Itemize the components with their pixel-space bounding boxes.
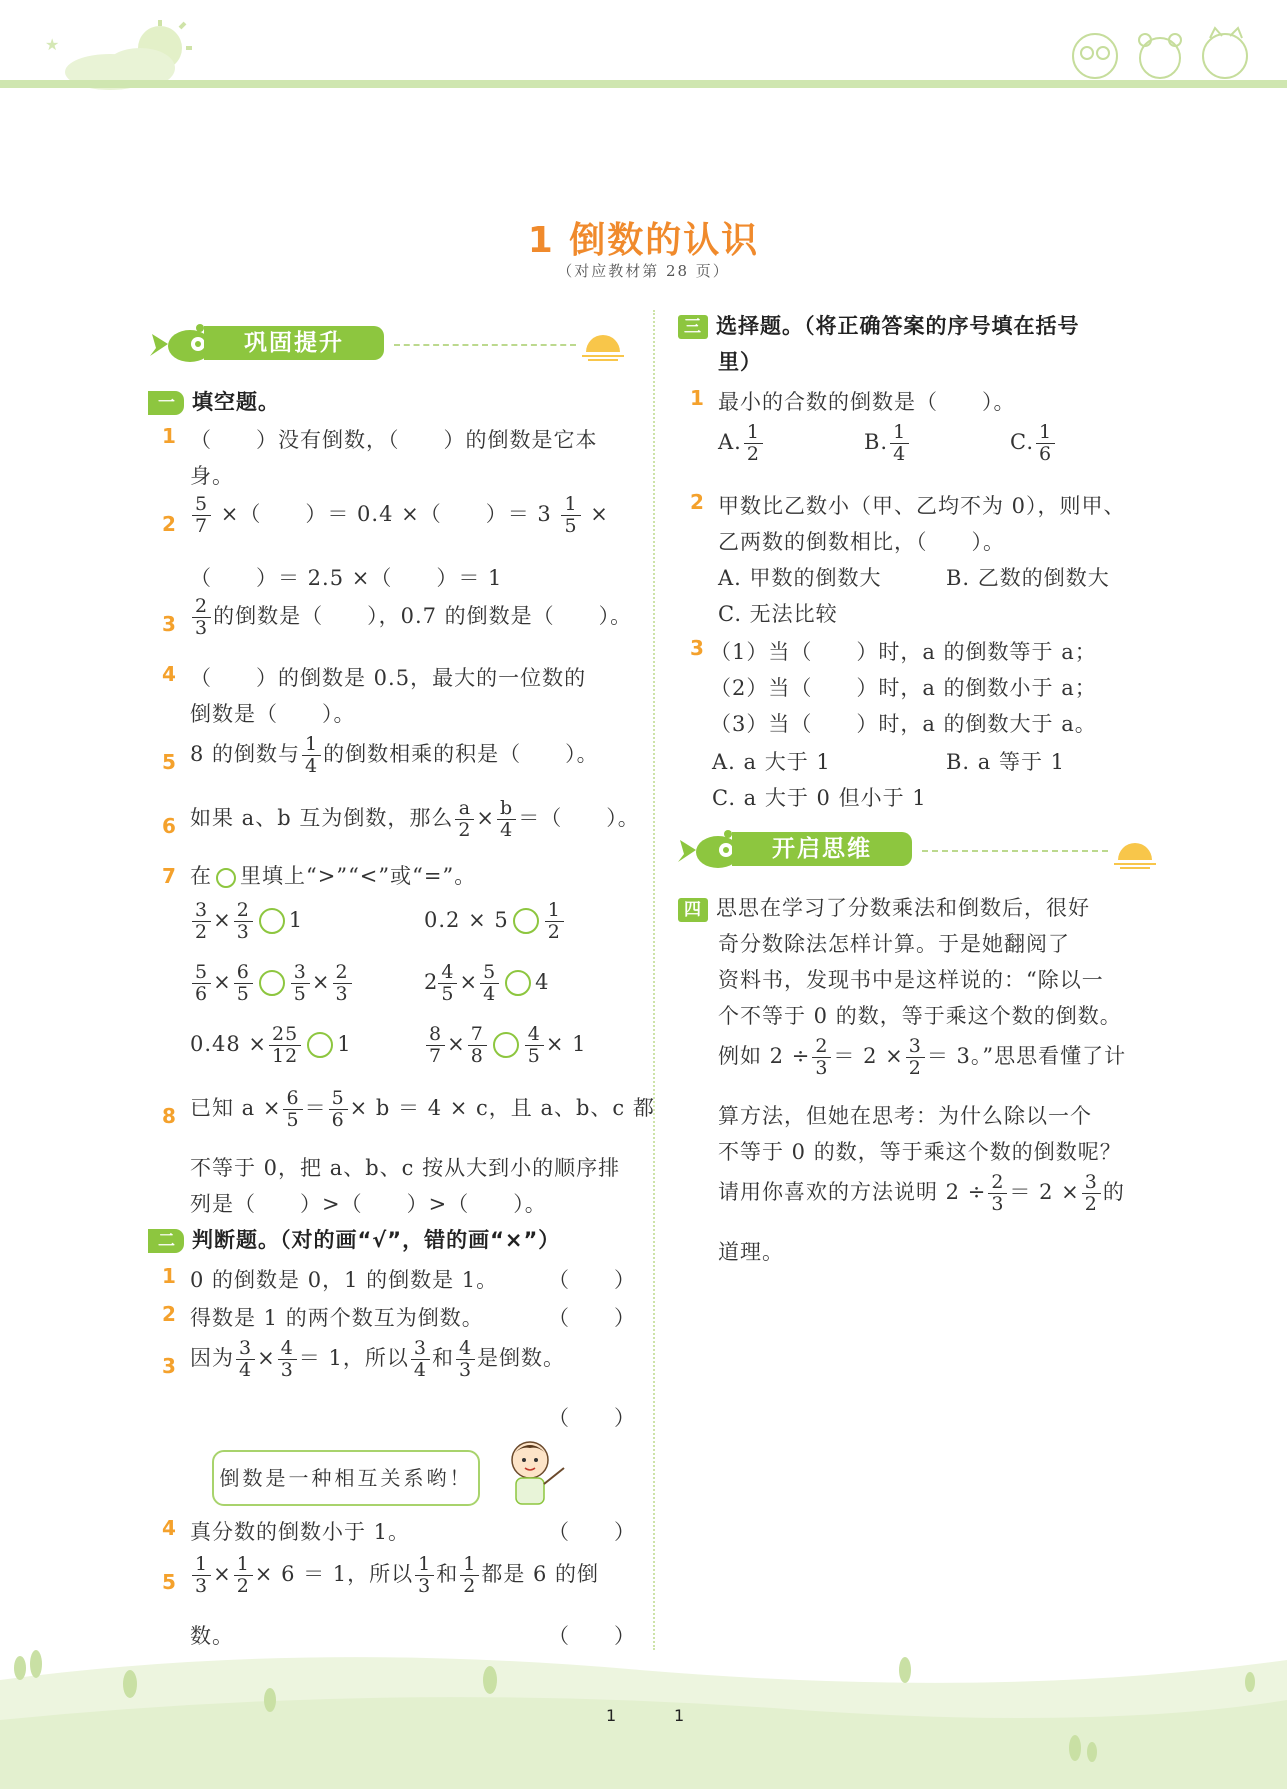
answer-circle[interactable] [259,970,285,996]
q-number: 3 [162,612,176,636]
q-number: 8 [162,1104,176,1128]
part4-tag: 四 [678,898,708,922]
q-number: 2 [690,490,704,514]
answer-paren[interactable]: （ ） [548,1406,636,1430]
p1-q6: 如果 a、b 互为倒数，那么 $\frac{a}{2}$ × $\frac{b}{4}$ ＝（ ）。 [190,797,640,841]
q-number: 2 [162,1302,176,1326]
p3-q2-line1: 甲数比乙数小（甲、乙均不为 0），则甲、 [718,494,1126,518]
p3-q3-option-b: B. a 等于 1 [946,750,1066,774]
p3-q3-option-c: C. a 大于 0 但小于 1 [712,786,927,810]
speech-bubble: 倒数是一种相互关系哟！ [212,1450,480,1506]
answer-paren[interactable]: （ ） [548,1520,636,1544]
p4-line2: 奇分数除法怎样计算。于是她翻阅了 [718,932,1070,956]
p4-line7: 不等于 0 的数，等于乘这个数的倒数呢？ [718,1140,1122,1164]
p2-q1: 0 的倒数是 0，1 的倒数是 1。 [190,1268,499,1292]
q-number: 4 [162,1516,176,1540]
answer-circle[interactable] [505,970,531,996]
banner-dash [922,850,1108,852]
svg-text:★: ★ [45,35,60,54]
part3-heading: 三 选择题。（将正确答案的序号填在括号 [678,310,1080,340]
p1-q7-row1-left: $\frac{3}{2}$ × $\frac{2}{3}$ 1 [190,900,303,943]
page-number-left: 1 [606,1706,617,1725]
p3-q2-option-c: C. 无法比较 [718,602,838,626]
p3-q2-option-a: A. 甲数的倒数大 [718,566,882,590]
answer-circle[interactable] [513,908,539,934]
p4-line1: 四 思思在学习了分数乘法和倒数后，很好 [678,892,1090,922]
page-title: 1 倒数的认识 [527,220,760,261]
answer-paren[interactable]: （ ） [548,1268,636,1292]
p3-q1: 最小的合数的倒数是（ ）。 [718,390,1016,414]
p4-line3: 资料书，发现书中是这样说的：“除以一 [718,968,1104,992]
q-number: 5 [162,750,176,774]
p3-q2-option-b: B. 乙数的倒数大 [946,566,1110,590]
p1-q1-line1: （ ）没有倒数，（ ）的倒数是它本 [190,428,598,452]
p1-q1-line2: 身。 [190,464,234,488]
p1-q4-line1: （ ）的倒数是 0.5，最大的一位数的 [190,666,587,690]
p2-q5-line1: $\frac{1}{3}$ × $\frac{1}{2}$ × 6 ＝ 1，所以 $\frac{1}{3}$ 和 $\frac{1}{2}$ 都是 6 的倒 [190,1554,599,1597]
p1-q7-row2-left: $\frac{5}{6}$ × $\frac{6}{5}$ $\frac{3}{5}$ × $\frac{2}{3}$ [190,962,354,1005]
p4-line6: 算方法，但她在思考：为什么除以一个 [718,1104,1092,1128]
comparison-circle-icon [216,868,236,888]
part2-heading: 二 判断题。（对的画“√”，错的画“×”） [148,1224,560,1254]
page-number-right: 1 [674,1706,685,1725]
section-banner-thinking [676,828,1162,872]
part3-heading-line2: 里） [718,350,762,374]
p4-line4: 个不等于 0 的数，等于乘这个数的倒数。 [718,1004,1122,1028]
part3-tag: 三 [678,315,708,339]
part2-tag: 二 [148,1229,184,1253]
q-number: 1 [162,424,176,448]
p4-line9: 道理。 [718,1240,784,1264]
p2-q3: 因为 $\frac{3}{4}$ × $\frac{4}{3}$ ＝ 1，所以 $\frac{3}{4}$ 和 $\frac{4}{3}$ 是倒数。 [190,1337,566,1381]
p1-q8-line2: 不等于 0，把 a、b、c 按从大到小的顺序排 [190,1156,621,1180]
part1-heading: 一 填空题。 [148,386,280,416]
p2-q4: 真分数的倒数小于 1。 [190,1520,411,1544]
sunset-icon [1110,834,1160,870]
p1-q8-line1: 已知 a × $\frac{6}{5}$ ＝ $\frac{5}{6}$ × b ＝ 4 × c，且 a、b、c 都 [190,1087,655,1131]
p1-q7: 在 里填上“>”“<”或“=”。 [190,864,477,888]
banner-dash [394,344,576,346]
p3-q1-option-b: B. $\frac{1}{4}$ [864,422,911,465]
p3-q2-line2: 乙两数的倒数相比，（ ）。 [718,530,1005,554]
p2-q2: 得数是 1 的两个数互为倒数。 [190,1306,484,1330]
p3-q3-line3: （3）当（ ）时，a 的倒数大于 a。 [710,712,1097,736]
q-number: 1 [690,386,704,410]
p2-q5-line2: 数。 [190,1624,234,1648]
answer-circle[interactable] [493,1032,519,1058]
p1-q7-row1-right: 0.2 × 5 $\frac{1}{2}$ [424,900,566,943]
p4-line5: 例如 2 ÷ $\frac{2}{3}$ ＝ 2 × $\frac{3}{2}$ ＝ 3。”思思看懂了计 [718,1035,1127,1079]
q-number: 5 [162,1570,176,1594]
q-number: 3 [162,1354,176,1378]
q-number: 3 [690,636,704,660]
q-number: 7 [162,864,176,888]
part1-tag: 一 [148,391,184,415]
p3-q3-line1: （1）当（ ）时，a 的倒数等于 a； [710,640,1097,664]
sunset-icon [578,326,628,362]
p1-q3: $\frac{2}{3}$ 的倒数是（ ），0.7 的倒数是（ ）。 [190,596,632,639]
q-number: 4 [162,662,176,686]
p3-q1-option-a: A. $\frac{1}{2}$ [718,422,765,465]
section-title-thinking: 开启思维 [732,832,912,866]
p1-q7-row2-right: 2 $\frac{4}{5}$ × $\frac{5}{4}$ 4 [424,961,550,1005]
hills-illustration [0,1640,1287,1789]
page-subtitle: （对应教材第 28 页） [557,262,730,280]
section-title-consolidate: 巩固提升 [204,326,384,360]
answer-paren[interactable]: （ ） [548,1624,636,1648]
p3-q3-option-a: A. a 大于 1 [712,750,831,774]
section-banner-consolidate [148,322,628,366]
p3-q3-line2: （2）当（ ）时，a 的倒数小于 a； [710,676,1097,700]
boy-teacher-illustration [500,1432,570,1512]
answer-paren[interactable]: （ ） [548,1306,636,1330]
q-number: 6 [162,814,176,838]
p1-q4-line2: 倒数是（ ）。 [190,702,356,726]
p1-q5: 8 的倒数与 $\frac{1}{4}$ 的倒数相乘的积是（ ）。 [190,733,599,777]
answer-circle[interactable] [307,1032,333,1058]
column-divider [653,310,655,1650]
q-number: 1 [162,1264,176,1288]
p3-q1-option-c: C. $\frac{1}{6}$ [1010,422,1057,465]
p1-q2-line2: （ ）＝ 2.5 ×（ ）＝ 1 [190,566,503,590]
p1-q8-line3: 列是（ ）>（ ）>（ ）。 [190,1192,547,1216]
header-rule [0,80,1287,88]
p1-q7-row3-left: 0.48 × $\frac{25}{12}$ 1 [190,1023,352,1067]
p1-q7-row3-right: $\frac{8}{7}$ × $\frac{7}{8}$ $\frac{4}{5}$ × 1 [424,1024,587,1067]
p4-line8: 请用你喜欢的方法说明 2 ÷ $\frac{2}{3}$ ＝ 2 × $\frac{3}{2}$ 的 [718,1171,1125,1215]
q-number: 2 [162,512,176,536]
answer-circle[interactable] [259,908,285,934]
p1-q2-line1: $\frac{5}{7}$ ×（ ）＝ 0.4 ×（ ）＝ 3 $\frac{1}{5}$ × [190,494,609,537]
animal-faces-illustration [1060,20,1260,82]
